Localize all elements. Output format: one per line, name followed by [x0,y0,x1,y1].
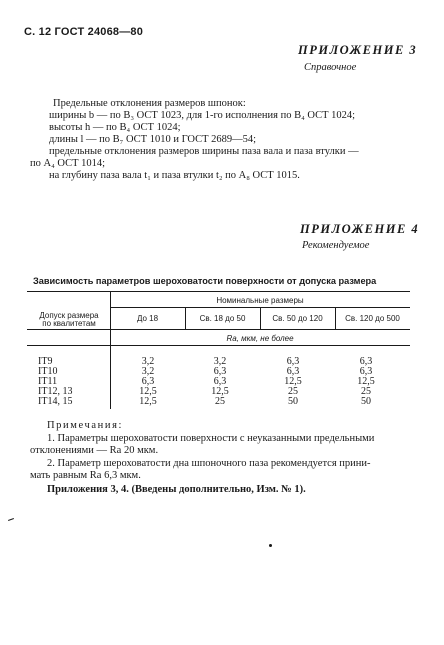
tolerance-cell: IT11 [38,376,58,387]
appendix-4-title: ПРИЛОЖЕНИЕ 4 [300,222,420,236]
value-cell: 25 [288,386,298,397]
value-cell: 50 [288,396,298,407]
scan-speck [8,518,14,521]
column-header: Св. 120 до 500 [345,314,400,323]
value-cell: 25 [215,396,225,407]
value-cell: 25 [361,386,371,397]
appendix-4-subtitle: Рекомендуемое [302,240,370,251]
note-line: 2. Параметр шероховатости дна шпоночного паза рекомендуется прини- [47,458,371,469]
left-header-line2: по квалитетам [42,319,96,328]
appendix-3-line: ширины b — по B₃ ОСТ 1023, для 1-го исполнения по B₄ ОСТ 1024; [49,110,356,121]
column-header: До 18 [136,314,159,323]
value-cell: 50 [361,396,371,407]
value-cell: 12,5 [284,376,302,387]
unit-row-rule [27,345,410,346]
tolerance-cell: IT14, 15 [38,396,73,407]
notes-title: Примечания: [47,420,124,431]
value-cell: 3,2 [141,356,155,367]
value-cell: 12,5 [139,386,157,397]
appendix-3-line: по A₄ ОСТ 1014; [30,158,106,169]
footer-note: Приложения 3, 4. (Введены дополнительно, Изм. № 1). [47,484,306,495]
columns-rule [27,329,410,330]
unit-row: Ra, мкм, не более [226,334,294,343]
appendix-3-line: предельные отклонения размеров ширины паза вала и паза втулки — [49,146,359,157]
tolerance-cell: IT10 [38,366,58,377]
scan-speck [269,544,272,547]
left-header-line1: Допуск размера [39,311,99,320]
tolerance-cell: IT12, 13 [38,386,73,397]
value-cell: 3,2 [141,366,155,377]
column-header: Св. 50 до 120 [272,314,323,323]
note-line: мать равным Ra 6,3 мкм. [30,470,141,481]
value-cell: 6,3 [359,356,373,367]
value-cell: 6,3 [286,356,300,367]
note-line: 1. Параметры шероховатости поверхности с неуказанными предельными [47,433,375,444]
appendix-3-line: на глубину паза вала t₁ и паза втулки t₂ по A₈ ОСТ 1015. [49,170,300,181]
value-cell: 6,3 [141,376,155,387]
page-header: С. 12 ГОСТ 24068—80 [24,26,144,38]
value-cell: 12,5 [211,386,229,397]
table-top-rule [27,291,410,292]
value-cell: 3,2 [213,356,227,367]
value-cell: 6,3 [213,366,227,377]
tolerance-cell: IT9 [38,356,53,367]
table-caption: Зависимость параметров шероховатости поверхности от допуска размера [33,276,377,286]
value-cell: 12,5 [357,376,375,387]
value-cell: 6,3 [359,366,373,377]
note-line: отклонениями — Ra 20 мкм. [30,445,159,456]
appendix-3-title: ПРИЛОЖЕНИЕ 3 [298,43,418,57]
appendix-3-line: Предельные отклонения размеров шпонок: [53,98,246,109]
appendix-3-subtitle: Справочное [304,62,357,73]
group-header: Номинальные размеры [216,296,304,305]
value-cell: 6,3 [286,366,300,377]
column-header: Св. 18 до 50 [199,314,246,323]
appendix-3-line: высоты h — по B₄ ОСТ 1024; [49,122,181,133]
table-vline [110,291,111,409]
value-cell: 6,3 [213,376,227,387]
appendix-3-line: длины l — по B₇ ОСТ 1010 и ГОСТ 2689—54; [49,134,257,145]
value-cell: 12,5 [139,396,157,407]
